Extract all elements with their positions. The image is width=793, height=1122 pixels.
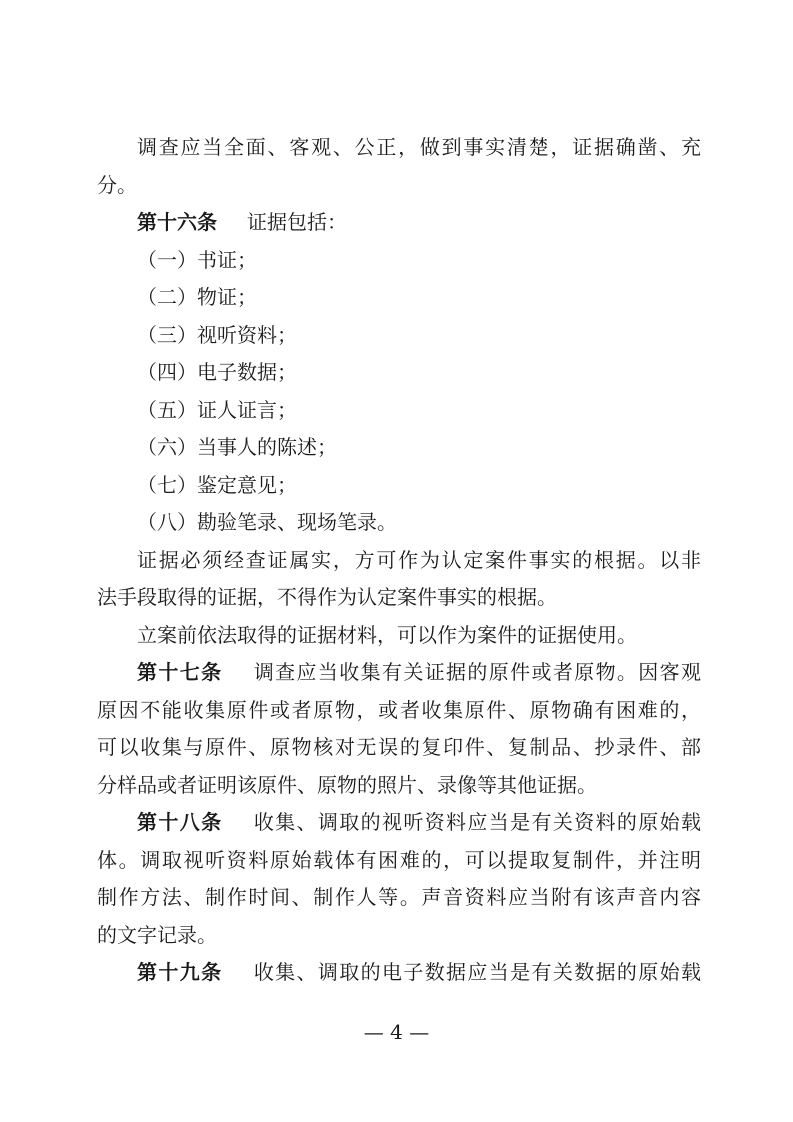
article-line — [97, 204, 701, 242]
paragraph-investigation — [97, 129, 701, 204]
article-heading: 第十九条 — [137, 960, 223, 984]
list-item: （六）当事人的陈述； — [137, 435, 337, 459]
text-line: 原因不能收集原件或者原物，或者收集原件、原物确有困难的， — [97, 697, 701, 722]
text-line: 调查应当全面、客观、公正，做到事实清楚，证据确凿、充 — [137, 135, 701, 159]
text-line: 可以收集与原件、原物核对无误的复印件、复制品、抄录件、部 — [97, 735, 701, 759]
article-heading: 第十八条 — [137, 810, 223, 834]
article-text: 收集、调取的电子数据应当是有关数据的原始载 — [252, 960, 702, 984]
article-heading: 第十六条 — [137, 210, 217, 234]
article-text: 收集、调取的视听资料应当是有关资料的原始载 — [252, 810, 702, 834]
page-number: — 4 — — [363, 1020, 430, 1044]
article-line — [97, 804, 701, 842]
article-17 — [97, 654, 701, 804]
list-item: （四）电子数据； — [137, 360, 297, 384]
text-line: 法手段取得的证据，不得作为认定案件事实的根据。 — [97, 585, 557, 609]
article-text: 证据包括： — [247, 210, 347, 234]
text-line: 分。 — [97, 172, 137, 197]
paragraph-verification — [97, 542, 701, 617]
list-item: （二）物证； — [137, 285, 257, 309]
paragraph-pre-filing — [97, 617, 701, 655]
list-item: （三）视听资料； — [137, 322, 297, 347]
list-item: （七）鉴定意见； — [137, 472, 297, 497]
list-item: （八）勘验笔录、现场笔录。 — [137, 510, 397, 534]
article-19 — [97, 954, 701, 992]
text-line: 制作方法、制作时间、制作人等。声音资料应当附有该声音内容 — [97, 885, 701, 909]
text-line: 的文字记录。 — [97, 922, 217, 947]
article-line — [97, 954, 701, 992]
text-line: 体。调取视听资料原始载体有困难的，可以提取复制件，并注明 — [97, 847, 701, 872]
article-16 — [97, 204, 701, 542]
list-item: （一）书证； — [137, 247, 257, 272]
list-item: （五）证人证言； — [137, 397, 297, 422]
text-line: 分样品或者证明该原件、原物的照片、录像等其他证据。 — [97, 772, 597, 797]
article-heading: 第十七条 — [137, 660, 223, 684]
document-body — [97, 129, 701, 992]
text-line: 证据必须经查证属实，方可作为认定案件事实的根据。以非 — [137, 547, 701, 572]
text-line: 立案前依法取得的证据材料，可以作为案件的证据使用。 — [137, 622, 637, 647]
article-18 — [97, 804, 701, 954]
article-text: 调查应当收集有关证据的原件或者原物。因客观 — [252, 660, 702, 684]
article-line — [97, 654, 701, 692]
